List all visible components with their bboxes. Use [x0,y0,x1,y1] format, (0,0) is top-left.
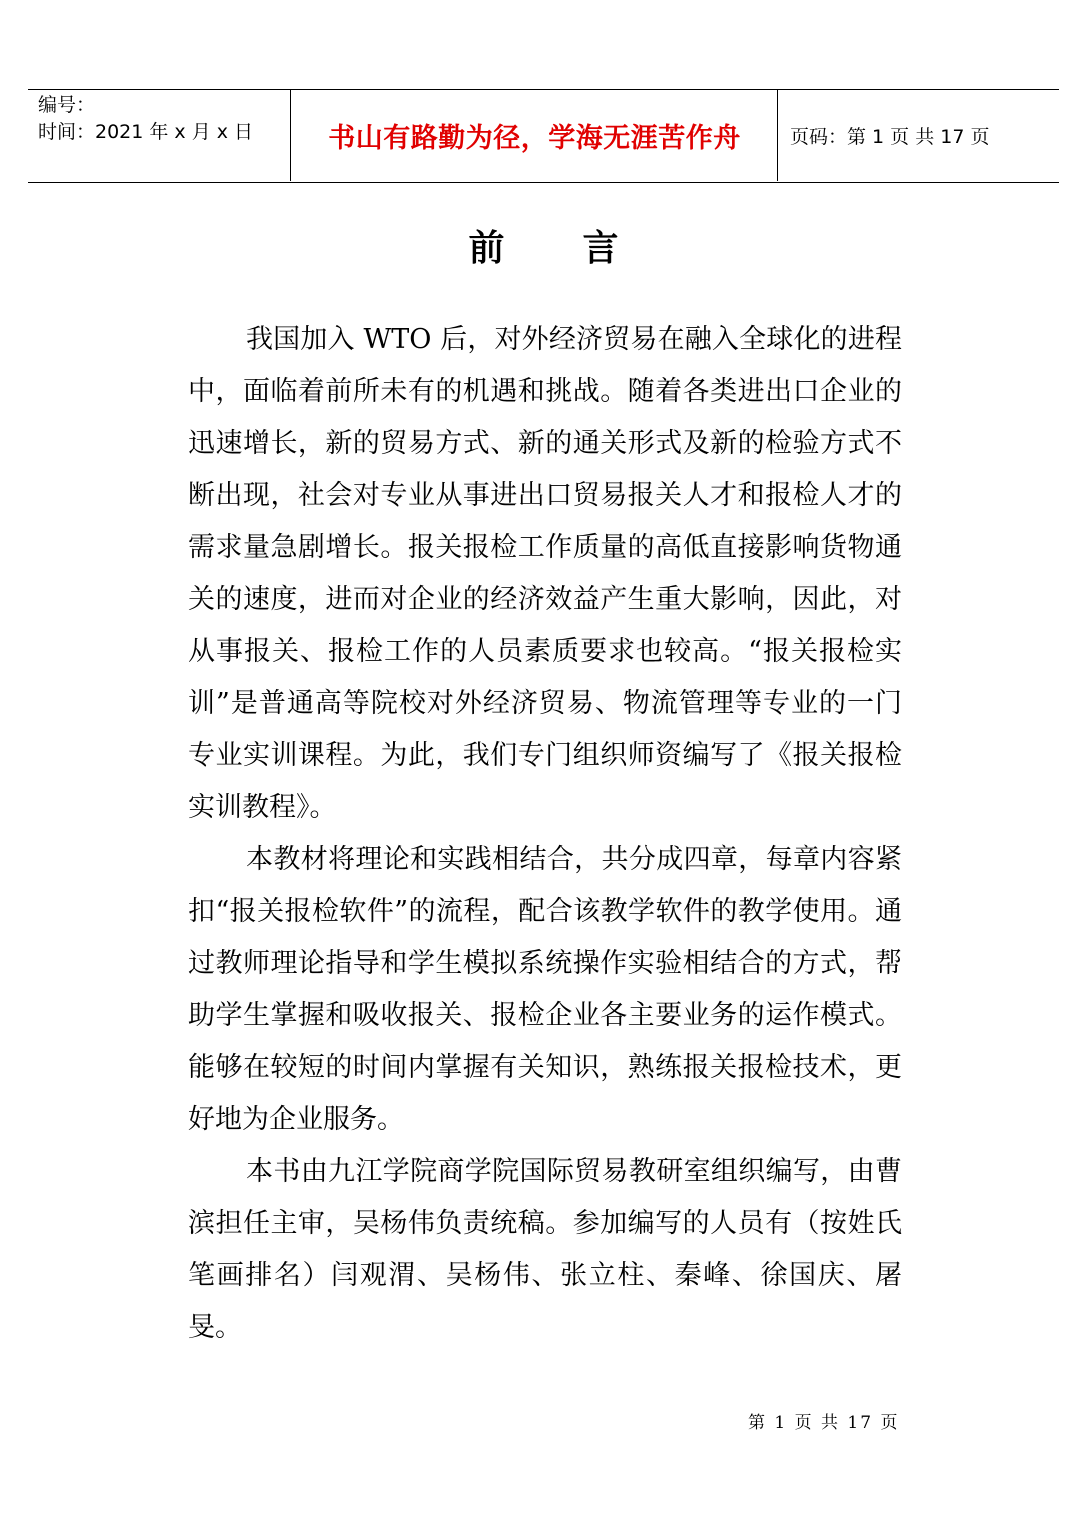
header-divider [290,90,291,181]
header-motto: 书山有路勤为径，学海无涯苦作舟 [328,123,741,154]
document-number-label: 编号： [38,94,96,116]
document-body [188,314,902,1354]
header-meta [38,92,290,146]
body-paragraph: 本教材将理论和实践相结合，共分成四章，每章内容紧扣“报关报检软件”的流程，配合该教学软件的教学使用。通过教师理论指导和学生模拟系统操作实验相结合的方式，帮助学生掌握和吸收报关、报检企业各主要业务的运作模式。能够在较短的时间内掌握有关知识，熟练报关报检技术，更好地为企业服务。 [188,844,902,1135]
page-title: 前言 [468,227,697,269]
document-header [28,89,1059,183]
header-page-info: 页码：第 1 页 共 17 页 [790,126,990,148]
header-divider [777,90,778,181]
page-footer: 第 1 页 共 17 页 [748,1413,900,1433]
body-paragraph: 我国加入 WTO 后，对外经济贸易在融入全球化的进程中，面临着前所未有的机遇和挑战。随着各类进出口企业的迅速增长，新的贸易方式、新的通关形式及新的检验方式不断出现，社会对专业从事进出口贸易报关人才和报检人才的需求量急剧增长。报关报检工作质量的高低直接影响货物通关的速度，进而对企业的经济效益产生重大影响，因此，对从事报关、报检工作的人员素质要求也较高。“报关报检实训”是普通高等院校对外经济贸易、物流管理等专业的一门专业实训课程。为此，我们专门组织师资编写了《报关报检实训教程》。 [188,324,902,823]
document-date: 时间：2021 年 x 月 x 日 [38,121,254,143]
body-paragraph: 本书由九江学院商学院国际贸易教研室组织编写，由曹滨担任主审，吴杨伟负责统稿。参加编写的人员有（按姓氏笔画排名）闫观渭、吴杨伟、张立柱、秦峰、徐国庆、屠旻。 [188,1156,902,1343]
